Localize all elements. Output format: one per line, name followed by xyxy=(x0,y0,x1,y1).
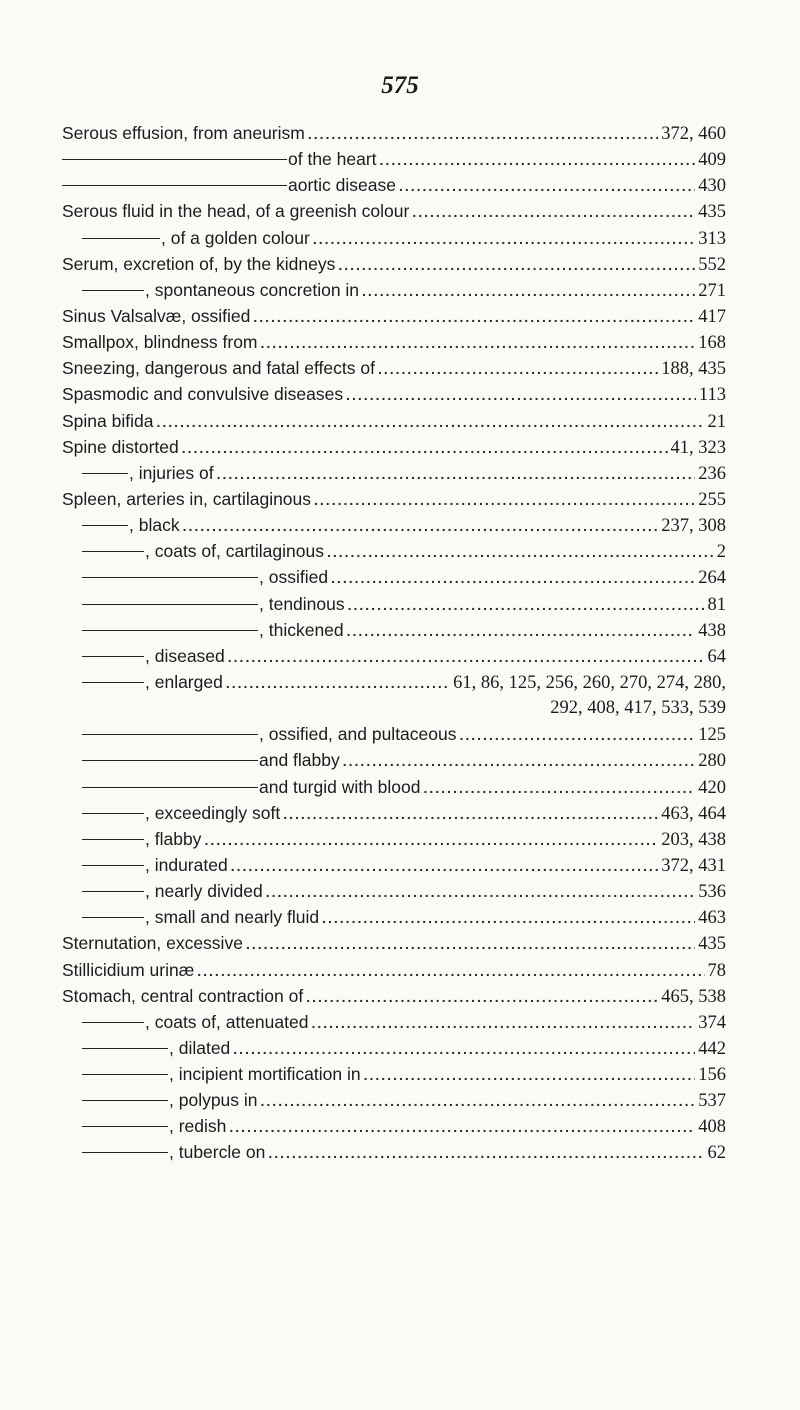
repeat-dash xyxy=(82,839,144,840)
entry-label: , incipient mortification in xyxy=(169,1064,361,1085)
repeat-dash xyxy=(82,682,144,683)
entry-pages: 188, 435 xyxy=(661,359,726,380)
dot-leader xyxy=(343,748,695,774)
entry-label: Spine distorted xyxy=(62,436,179,457)
index-entry xyxy=(62,826,726,852)
repeat-dash xyxy=(82,1100,168,1101)
entry-label: , dilated xyxy=(169,1037,231,1058)
index-entry xyxy=(62,643,726,669)
dot-leader xyxy=(246,931,695,957)
dot-leader xyxy=(197,958,704,984)
repeat-dash xyxy=(82,1126,168,1127)
repeat-dash xyxy=(82,917,144,918)
index-entry xyxy=(62,1113,726,1139)
dot-leader xyxy=(266,879,696,905)
dot-leader xyxy=(233,1036,695,1062)
entry-pages: 156 xyxy=(698,1065,726,1086)
dot-leader xyxy=(364,1062,696,1088)
dot-leader xyxy=(183,513,659,539)
entry-label: , nearly divided xyxy=(145,881,263,902)
entry-label: Serum, excretion of, by the kidneys xyxy=(62,253,336,274)
entry-pages: 409 xyxy=(698,150,726,171)
entry-label: Stomach, central contraction of xyxy=(62,985,304,1006)
repeat-dash xyxy=(82,551,144,552)
entry-label: , small and nearly fluid xyxy=(145,907,320,928)
index-entry xyxy=(62,957,726,983)
dot-leader xyxy=(204,827,658,853)
page-number: 575 xyxy=(381,72,419,99)
index-entry xyxy=(62,617,726,643)
entry-pages: 430 xyxy=(698,176,726,197)
index-entry xyxy=(62,695,726,721)
entry-pages: 313 xyxy=(698,228,726,249)
entry-label: , coats of, cartilaginous xyxy=(145,541,324,562)
index-entry xyxy=(62,564,726,590)
entry-label: , tendinous xyxy=(259,593,345,614)
repeat-dash xyxy=(82,577,258,578)
index-entry xyxy=(62,983,726,1009)
index-entry xyxy=(62,172,726,198)
entry-label: Stillicidium urinæ xyxy=(62,959,195,980)
index-entry xyxy=(62,434,726,460)
entry-pages: 113 xyxy=(698,385,726,406)
entry-label: , indurated xyxy=(145,854,228,875)
dot-leader xyxy=(348,592,705,618)
entry-label: Spasmodic and convulsive diseases xyxy=(62,384,344,405)
entry-pages: 536 xyxy=(698,882,726,903)
index-entry xyxy=(62,669,726,695)
entry-pages: 125 xyxy=(698,725,726,746)
repeat-dash xyxy=(82,891,144,892)
dot-leader xyxy=(182,435,668,461)
entry-pages: 236 xyxy=(698,463,726,484)
index-entry xyxy=(62,591,726,617)
index-entry xyxy=(62,460,726,486)
dot-leader xyxy=(283,801,658,827)
dot-leader xyxy=(378,356,658,382)
entry-label: , ossified xyxy=(259,567,329,588)
dot-leader xyxy=(347,618,696,644)
index-entry xyxy=(62,904,726,930)
repeat-dash xyxy=(82,473,128,474)
repeat-dash xyxy=(82,813,144,814)
entry-pages: 61, 86, 125, 256, 260, 270, 274, 280, xyxy=(453,672,726,693)
entry-pages: 62 xyxy=(707,1143,726,1164)
repeat-dash xyxy=(82,1048,168,1049)
entry-pages: 168 xyxy=(698,333,726,354)
index-entry xyxy=(62,1061,726,1087)
index-entry xyxy=(62,329,726,355)
dot-leader xyxy=(322,905,695,931)
entry-label: and flabby xyxy=(259,750,340,771)
entry-pages: 463 xyxy=(698,908,726,929)
entry-label: , flabby xyxy=(145,828,202,849)
index-entry xyxy=(62,1139,726,1165)
entry-label: aortic disease xyxy=(288,175,396,196)
repeat-dash xyxy=(82,525,128,526)
index-entry xyxy=(62,1035,726,1061)
index-entry xyxy=(62,146,726,172)
dot-leader xyxy=(362,278,695,304)
dot-leader xyxy=(308,121,658,147)
index-entry xyxy=(62,277,726,303)
dot-leader xyxy=(253,304,695,330)
entry-pages: 372, 431 xyxy=(661,855,726,876)
index-entries xyxy=(62,120,726,1166)
dot-leader xyxy=(306,984,658,1010)
dot-leader xyxy=(228,644,705,670)
dot-leader xyxy=(261,1088,696,1114)
dot-leader xyxy=(311,1010,695,1036)
entry-label: , tubercle on xyxy=(169,1142,266,1163)
entry-pages: 2 xyxy=(716,542,726,563)
entry-pages: 374 xyxy=(698,1012,726,1033)
dot-leader xyxy=(314,487,695,513)
index-entry xyxy=(62,486,726,512)
entry-label: and turgid with blood xyxy=(259,776,421,797)
repeat-dash xyxy=(82,238,160,239)
entry-pages: 435 xyxy=(698,202,726,223)
index-entry xyxy=(62,774,726,800)
dot-leader xyxy=(380,147,696,173)
entry-label: , exceedingly soft xyxy=(145,802,281,823)
entry-label: , spontaneous concretion in xyxy=(145,279,360,300)
entry-pages: 292, 408, 417, 533, 539 xyxy=(550,698,726,719)
index-entry xyxy=(62,225,726,251)
repeat-dash xyxy=(82,656,144,657)
index-entry xyxy=(62,198,726,224)
index-entry xyxy=(62,408,726,434)
dot-leader xyxy=(313,226,695,252)
repeat-dash xyxy=(82,787,258,788)
entry-label: Serous effusion, from aneurism xyxy=(62,123,305,143)
dot-leader xyxy=(399,173,695,199)
entry-pages: 237, 308 xyxy=(661,516,726,537)
index-entry xyxy=(62,251,726,277)
entry-pages: 203, 438 xyxy=(661,829,726,850)
entry-pages: 465, 538 xyxy=(661,986,726,1007)
dot-leader xyxy=(346,382,696,408)
entry-label: , coats of, attenuated xyxy=(145,1011,309,1032)
entry-pages: 435 xyxy=(698,934,726,955)
index-entry xyxy=(62,120,726,146)
entry-pages: 78 xyxy=(707,960,726,981)
dot-leader xyxy=(424,775,696,801)
entry-label: , polypus in xyxy=(169,1090,258,1111)
entry-label: Spina bifida xyxy=(62,410,154,431)
dot-leader xyxy=(412,199,695,225)
index-entry xyxy=(62,538,726,564)
entry-label: , of a golden colour xyxy=(161,227,310,248)
entry-label: , enlarged xyxy=(145,671,223,692)
entry-label: Spleen, arteries in, cartilaginous xyxy=(62,488,312,509)
entry-label: Smallpox, blindness from xyxy=(62,332,258,353)
entry-label: , diseased xyxy=(145,645,225,666)
index-entry xyxy=(62,800,726,826)
repeat-dash xyxy=(82,1022,144,1023)
dot-leader xyxy=(327,539,714,565)
index-entry xyxy=(62,1087,726,1113)
entry-pages: 408 xyxy=(698,1117,726,1138)
repeat-dash xyxy=(82,630,258,631)
entry-pages: 264 xyxy=(698,568,726,589)
index-entry xyxy=(62,512,726,538)
entry-pages: 442 xyxy=(698,1038,726,1059)
entry-pages: 537 xyxy=(698,1091,726,1112)
repeat-dash xyxy=(82,604,258,605)
dot-leader xyxy=(331,565,695,591)
entry-pages: 417 xyxy=(698,306,726,327)
index-entry xyxy=(62,721,726,747)
repeat-dash xyxy=(82,1152,168,1153)
index-entry xyxy=(62,355,726,381)
dot-leader xyxy=(268,1140,704,1166)
repeat-dash xyxy=(82,865,144,866)
dot-leader xyxy=(261,330,696,356)
dot-leader xyxy=(231,853,659,879)
entry-label: , redish xyxy=(169,1116,227,1137)
entry-pages: 372, 460 xyxy=(661,124,726,144)
repeat-dash xyxy=(82,290,144,291)
entry-pages: 438 xyxy=(698,620,726,641)
index-entry xyxy=(62,303,726,329)
entry-label: , ossified, and pultaceous xyxy=(259,724,457,745)
entry-pages: 271 xyxy=(698,280,726,301)
entry-pages: 81 xyxy=(707,594,726,615)
entry-label: Sneezing, dangerous and fatal effects of xyxy=(62,358,375,379)
entry-label: , injuries of xyxy=(129,462,214,483)
index-entry xyxy=(62,852,726,878)
index-entry xyxy=(62,878,726,904)
index-entry xyxy=(62,747,726,773)
entry-pages: 64 xyxy=(707,646,726,667)
dot-leader xyxy=(229,1114,695,1140)
repeat-dash xyxy=(62,185,287,186)
dot-leader xyxy=(338,252,695,278)
repeat-dash xyxy=(82,1074,168,1075)
index-entry xyxy=(62,381,726,407)
index-entry xyxy=(62,930,726,956)
entry-pages: 21 xyxy=(707,411,726,432)
entry-pages: 280 xyxy=(698,751,726,772)
entry-pages: 41, 323 xyxy=(670,437,726,458)
entry-pages: 463, 464 xyxy=(661,803,726,824)
entry-label: Sternutation, excessive xyxy=(62,933,243,954)
entry-pages: 255 xyxy=(698,489,726,510)
entry-label: of the heart xyxy=(288,149,377,170)
entry-label: Serous fluid in the head, of a greenish colour xyxy=(62,201,410,222)
repeat-dash xyxy=(82,734,258,735)
entry-label: , black xyxy=(129,515,180,536)
dot-leader xyxy=(460,722,696,748)
dot-leader xyxy=(156,409,704,435)
entry-label: , thickened xyxy=(259,619,344,640)
index-entry xyxy=(62,1009,726,1035)
entry-pages: 420 xyxy=(698,777,726,798)
entry-pages: 552 xyxy=(698,254,726,275)
repeat-dash xyxy=(62,159,287,160)
dot-leader xyxy=(226,670,450,696)
repeat-dash xyxy=(82,760,258,761)
entry-label: Sinus Valsalvæ, ossified xyxy=(62,305,251,326)
dot-leader xyxy=(217,461,696,487)
